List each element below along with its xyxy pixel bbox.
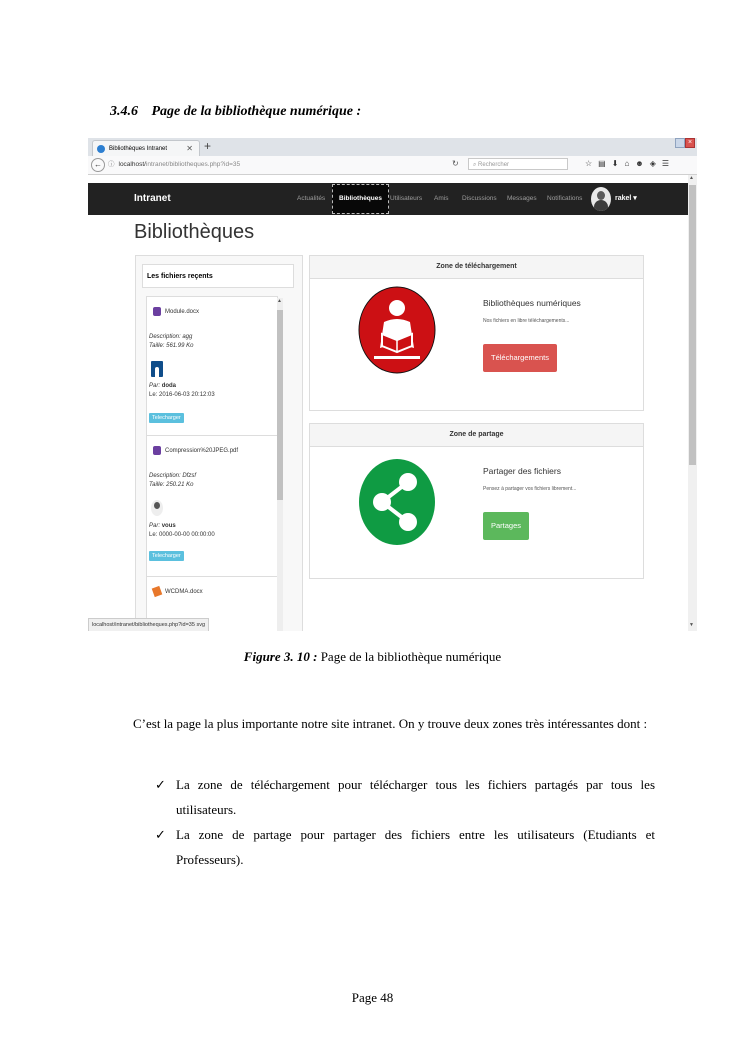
nav-item-discussions[interactable]: Discussions (462, 195, 497, 202)
file-description: Description: Dfzsf (149, 473, 197, 479)
share-zone-subtitle: Pensez à partager vos fichiers librement... (483, 486, 577, 492)
paragraph-text: C’est la page la plus importante notre site intranet. On y trouve deux zones très intéressantes dont : (133, 716, 648, 731)
scroll-up-icon[interactable]: ▲ (689, 175, 694, 181)
download-button[interactable]: Telecharger (149, 413, 184, 423)
file-name-text: Module.docx (165, 309, 200, 316)
bookmark-star-icon[interactable]: ☆ (585, 159, 599, 168)
docx-file-icon (152, 586, 163, 597)
share-zone-panel (309, 423, 644, 579)
figure-text: Page de la bibliothèque numérique (317, 649, 502, 664)
list-item-text: La zone de téléchargement pour télécharger tous les fichiers partagés par tous les utilisateurs. (176, 777, 655, 817)
scroll-up-icon[interactable]: ▲ (277, 298, 282, 304)
address-field[interactable] (108, 158, 240, 171)
upload-date: Le: 0000-00-00 00:00:00 (149, 532, 215, 538)
browser-screenshot (88, 138, 697, 631)
window-controls (675, 138, 695, 148)
checkmark-icon: ✓ (155, 827, 166, 842)
file-name-text: WCDMA.docx (165, 589, 203, 596)
reading-list-icon[interactable]: ▤ (598, 159, 612, 168)
nav-item-utilisateurs[interactable]: Utilisateurs (390, 195, 423, 202)
nav-item-messages[interactable]: Messages (507, 195, 537, 202)
uploader-name: vous (161, 523, 176, 529)
download-zone-panel (309, 255, 644, 411)
download-zone-title: Bibliothèques numériques (483, 298, 581, 308)
nav-item-bibliotheques[interactable]: Bibliothèques (332, 184, 389, 214)
scroll-down-icon[interactable]: ▼ (689, 622, 694, 628)
section-heading (110, 104, 361, 120)
uploader-name: doda (161, 383, 177, 389)
file-list (146, 296, 278, 631)
page-title: Bibliothèques (134, 221, 255, 243)
sync-icon[interactable]: ☻ (635, 159, 650, 168)
nav-item-actualites[interactable]: Actualités (297, 195, 326, 202)
url-bar (88, 156, 697, 175)
home-icon[interactable]: ⌂ (624, 159, 636, 168)
status-tail: svg (196, 622, 205, 628)
section-title: Page de la bibliothèque numérique : (151, 104, 362, 119)
share-zone-title: Partager des fichiers (483, 466, 561, 476)
status-url: localhost/intranet/bibliotheques.php?id=35 (92, 622, 195, 628)
file-size: Taille: 250.21 Ko (149, 482, 194, 488)
shares-button[interactable]: Partages (483, 512, 529, 540)
site-navbar (88, 183, 688, 215)
file-item (147, 436, 277, 577)
figure-label: Figure 3. 10 : (243, 649, 318, 664)
figure-caption (0, 649, 745, 665)
share-icon (358, 458, 436, 546)
uploader (149, 382, 176, 391)
url-path: intranet/bibliotheques.php?id=35 (145, 161, 241, 168)
tab-title: Bibliothèques Intranet (109, 146, 168, 152)
toolbar-icons (585, 159, 675, 168)
library-reader-icon (358, 286, 436, 374)
close-window-icon[interactable]: × (685, 138, 695, 148)
file-name[interactable] (153, 446, 238, 456)
new-tab-icon[interactable]: + (204, 139, 212, 153)
reload-icon[interactable]: ↻ (452, 159, 459, 168)
file-name-text: Compression%20JPEG.pdf (165, 448, 239, 455)
file-list-scroll-thumb[interactable] (277, 310, 283, 500)
search-input[interactable] (468, 158, 568, 170)
file-item (147, 297, 277, 436)
list-item (155, 822, 655, 872)
download-zone-subtitle: Nos fichiers en libre téléchargements... (483, 318, 570, 324)
nav-item-amis[interactable]: Amis (434, 195, 449, 202)
url-host: localhost/ (118, 161, 146, 168)
uploader-avatar (151, 500, 163, 516)
page-content (88, 175, 688, 631)
uploader-label: Par: (149, 523, 161, 529)
minimize-icon[interactable] (675, 138, 685, 148)
browser-tab[interactable] (92, 140, 200, 157)
uploader-avatar (151, 361, 163, 377)
file-name[interactable] (153, 307, 199, 317)
close-tab-icon[interactable]: ✕ (186, 144, 193, 153)
downloads-button[interactable]: Téléchargements (483, 344, 557, 372)
page-scroll-thumb[interactable] (689, 185, 696, 465)
file-size: Taille: 561.99 Ko (149, 343, 194, 349)
recent-files-panel (135, 255, 303, 631)
docx-file-icon (153, 307, 161, 316)
back-arrow-icon[interactable]: ← (91, 158, 105, 172)
uploader (149, 522, 176, 531)
user-menu[interactable]: rakel ▾ (615, 195, 637, 202)
file-list-scrollbar[interactable] (277, 298, 283, 631)
list-item (155, 772, 655, 822)
nav-item-notifications[interactable]: Notifications (547, 195, 583, 202)
list-item-text: La zone de partage pour partager des fichiers entre les utilisateurs (Etudiants et Professeurs). (176, 827, 655, 867)
page-scrollbar[interactable] (688, 175, 697, 631)
pocket-icon[interactable]: ◈ (649, 159, 662, 168)
section-number: 3.4.6 (110, 104, 138, 119)
file-description: Description: agg (149, 334, 193, 340)
tab-favicon-icon (97, 145, 105, 153)
search-icon: ⌕ (473, 162, 479, 168)
page-number: Page 48 (351, 990, 394, 1005)
download-zone-heading: Zone de téléchargement (310, 256, 643, 279)
user-avatar[interactable] (591, 187, 611, 211)
recent-files-heading: Les fichiers reçents (142, 264, 294, 288)
upload-date: Le: 2016-06-03 20:12:03 (149, 392, 215, 398)
download-button[interactable]: Telecharger (149, 551, 184, 561)
downloads-icon[interactable]: ⬇ (611, 159, 625, 168)
info-icon: ⓘ (108, 161, 115, 168)
checkmark-icon: ✓ (155, 777, 166, 792)
file-name[interactable] (153, 587, 203, 597)
pdf-file-icon (153, 446, 161, 455)
share-zone-heading: Zone de partage (310, 424, 643, 447)
search-placeholder: Rechercher (478, 162, 510, 168)
body-paragraph (88, 711, 655, 736)
bullet-list (155, 772, 655, 872)
brand-link[interactable]: Intranet (134, 193, 171, 204)
tab-bar (88, 138, 697, 156)
status-bar (88, 618, 209, 631)
menu-icon[interactable]: ☰ (661, 159, 676, 168)
uploader-label: Par: (149, 383, 161, 389)
